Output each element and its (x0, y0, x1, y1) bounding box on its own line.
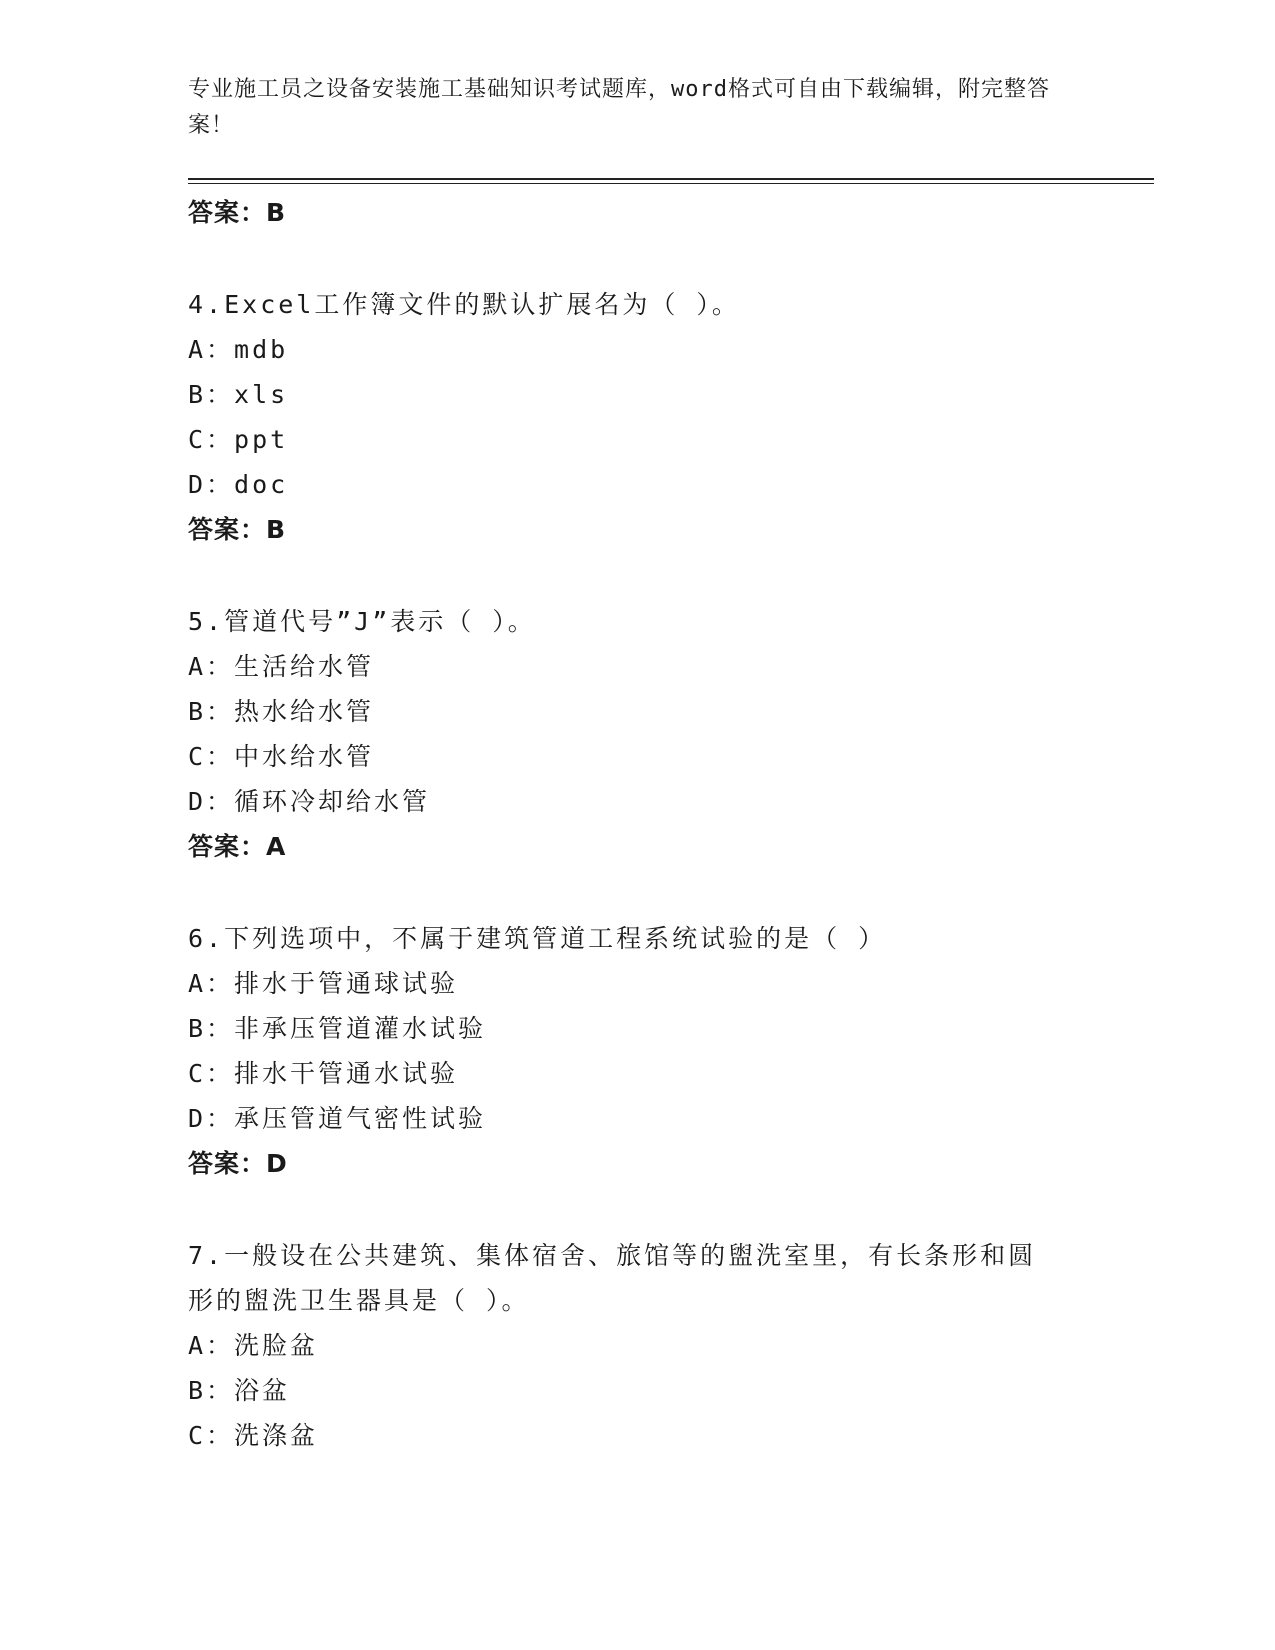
option-a: A：洗脸盆 (188, 1331, 319, 1360)
option-b: B：浴盆 (188, 1376, 291, 1405)
question-6 (188, 916, 1088, 1186)
header-divider (188, 178, 1154, 180)
option-c: C：ppt (188, 425, 289, 454)
question-7 (188, 1233, 1088, 1458)
question-stem-line-1: 7.一般设在公共建筑、集体宿舍、旅馆等的盥洗室里，有长条形和圆 (188, 1241, 1037, 1270)
answer-label: 答案：B (188, 198, 287, 227)
option-b: B：非承压管道灌水试验 (188, 1014, 487, 1043)
header-divider-thin (188, 183, 1154, 184)
option-c: C：洗涤盆 (188, 1421, 319, 1450)
question-stem: 6.下列选项中，不属于建筑管道工程系统试验的是（ ） (188, 924, 887, 953)
option-c: C：中水给水管 (188, 742, 375, 771)
option-b: B：xls (188, 380, 289, 409)
option-d: D：循环冷却给水管 (188, 787, 431, 816)
document-header: 专业施工员之设备安装施工基础知识考试题库，word格式可自由下载编辑，附完整答案！ (188, 77, 1050, 138)
option-a: A：排水于管通球试验 (188, 969, 459, 998)
answer-label: 答案：D (188, 1149, 288, 1178)
option-d: D：承压管道气密性试验 (188, 1104, 487, 1133)
question-list (188, 190, 1088, 1458)
question-stem: 5.管道代号”J”表示（ ）。 (188, 607, 536, 636)
question-stem: 4.Excel工作簿文件的默认扩展名为（ ）。 (188, 290, 740, 319)
option-d: D：doc (188, 470, 289, 499)
question-4 (188, 282, 1088, 552)
answer-label: 答案：B (188, 515, 287, 544)
option-c: C：排水干管通水试验 (188, 1059, 459, 1088)
option-b: B：热水给水管 (188, 697, 375, 726)
question-5 (188, 599, 1088, 869)
option-a: A：生活给水管 (188, 652, 375, 681)
answer-label: 答案：A (188, 832, 287, 861)
option-a: A：mdb (188, 335, 289, 364)
question-stem-line-2: 形的盥洗卫生器具是（ ）。 (188, 1286, 530, 1315)
